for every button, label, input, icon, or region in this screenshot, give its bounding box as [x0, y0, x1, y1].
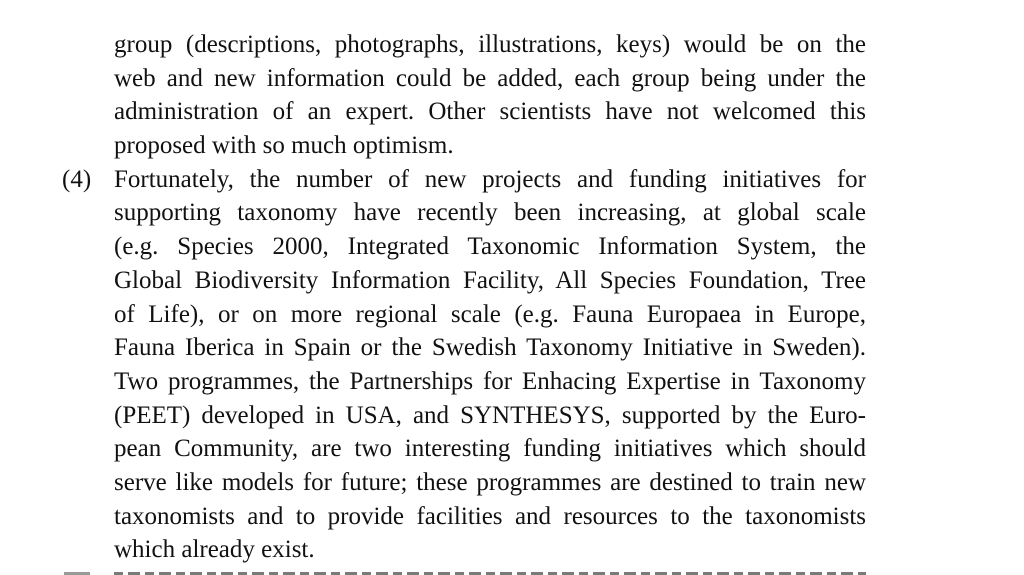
text-line: Fortunately, the number of new projects and funding initiatives for [114, 165, 866, 193]
text-line: supporting taxonomy have recently been increasing, at global scale [114, 199, 866, 227]
text-line: group (descriptions, photographs, illustrations, keys) would be on the [114, 31, 866, 58]
text-line: serve like models for future; these programmes are destined to train new [114, 468, 866, 496]
text-line: taxonomists and to provide facilities and resources to the taxonomists [114, 502, 866, 530]
list-item-marker: (4) [62, 165, 92, 193]
text-line: proposed with so much optimism. [114, 132, 454, 160]
text-line: of Life), or on more regional scale (e.g. Fauna Europaea in Europe, [114, 300, 866, 328]
text-line: Global Biodiversity Information Facility, All Species Foundation, Tree [114, 266, 866, 294]
text-line: Fauna Iberica in Spain or the Swedish Taxonomy Initiative in Sweden). [114, 334, 866, 362]
cutoff-text-line-fragment [114, 567, 866, 575]
continuation-paragraph [114, 28, 866, 163]
text-line: Two programmes, the Partnerships for Enhacing Expertise in Taxonomy [114, 367, 866, 395]
text-line: which already exist. [114, 536, 315, 564]
list-item-paragraph [114, 163, 866, 567]
text-line: administration of an expert. Other scientists have not welcomed this [114, 98, 866, 126]
text-line: pean Community, are two interesting funding initiatives which should [114, 435, 866, 463]
text-line: web and new information could be added, each group being under the [114, 64, 866, 92]
text-line: (e.g. Species 2000, Integrated Taxonomic Information System, the [114, 233, 866, 261]
text-line: (PEET) developed in USA, and SYNTHESYS, supported by the Euro- [114, 401, 866, 429]
